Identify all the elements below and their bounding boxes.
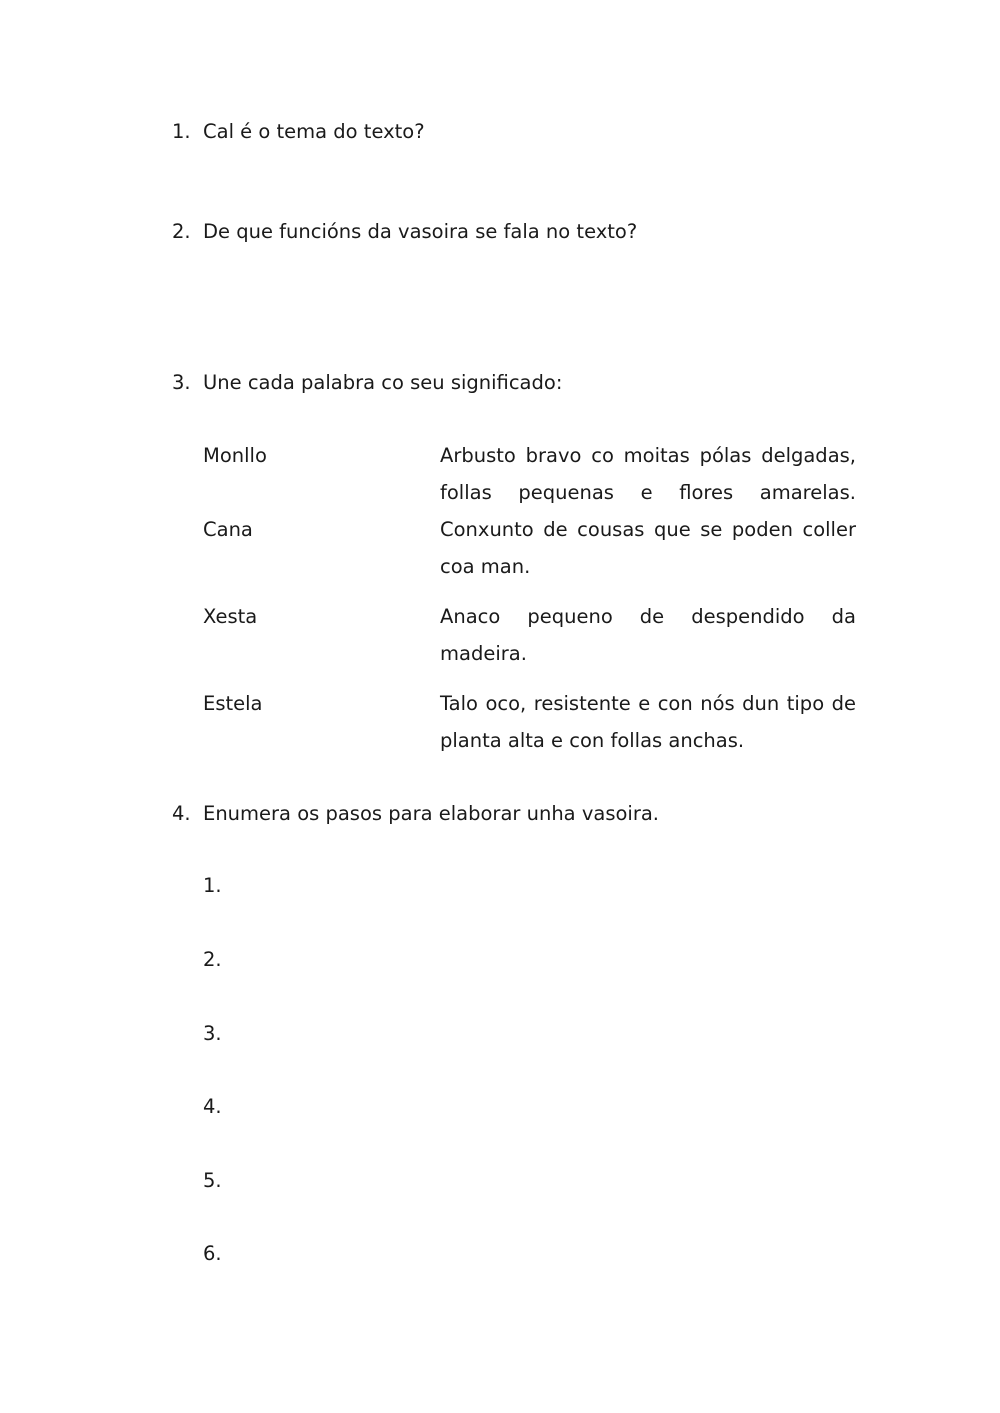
term-xesta: Xesta — [203, 605, 258, 628]
step-number: 2. — [203, 948, 222, 971]
step-number: 1. — [203, 874, 222, 897]
step-number: 3. — [203, 1022, 222, 1045]
term-monllo: Monllo — [203, 444, 267, 467]
step-number: 4. — [203, 1095, 222, 1118]
question-text: Une cada palabra co seu significado: — [203, 371, 563, 394]
step-number: 5. — [203, 1169, 222, 1192]
term-estela: Estela — [203, 692, 263, 715]
question-text: De que funcións da vasoira se fala no texto? — [203, 220, 638, 243]
question-number: 4. — [172, 802, 191, 825]
definition-1: Arbusto bravo co moitas pólas delgadas, follas pequenas e flores amarelas. — [440, 444, 856, 504]
question-number: 3. — [172, 371, 191, 394]
question-number: 1. — [172, 120, 191, 143]
definition-4: Talo oco, resistente e con nós dun tipo de planta alta e con follas anchas. — [440, 692, 856, 752]
definition-2: Conxunto de cousas que se poden coller coa man. — [440, 518, 856, 578]
definition-3: Anaco pequeno de despendido da madeira. — [440, 605, 856, 665]
term-cana: Cana — [203, 518, 253, 541]
question-text: Cal é o tema do texto? — [203, 120, 425, 143]
question-number: 2. — [172, 220, 191, 243]
question-text: Enumera os pasos para elaborar unha vasoira. — [203, 802, 659, 825]
step-number: 6. — [203, 1242, 222, 1265]
